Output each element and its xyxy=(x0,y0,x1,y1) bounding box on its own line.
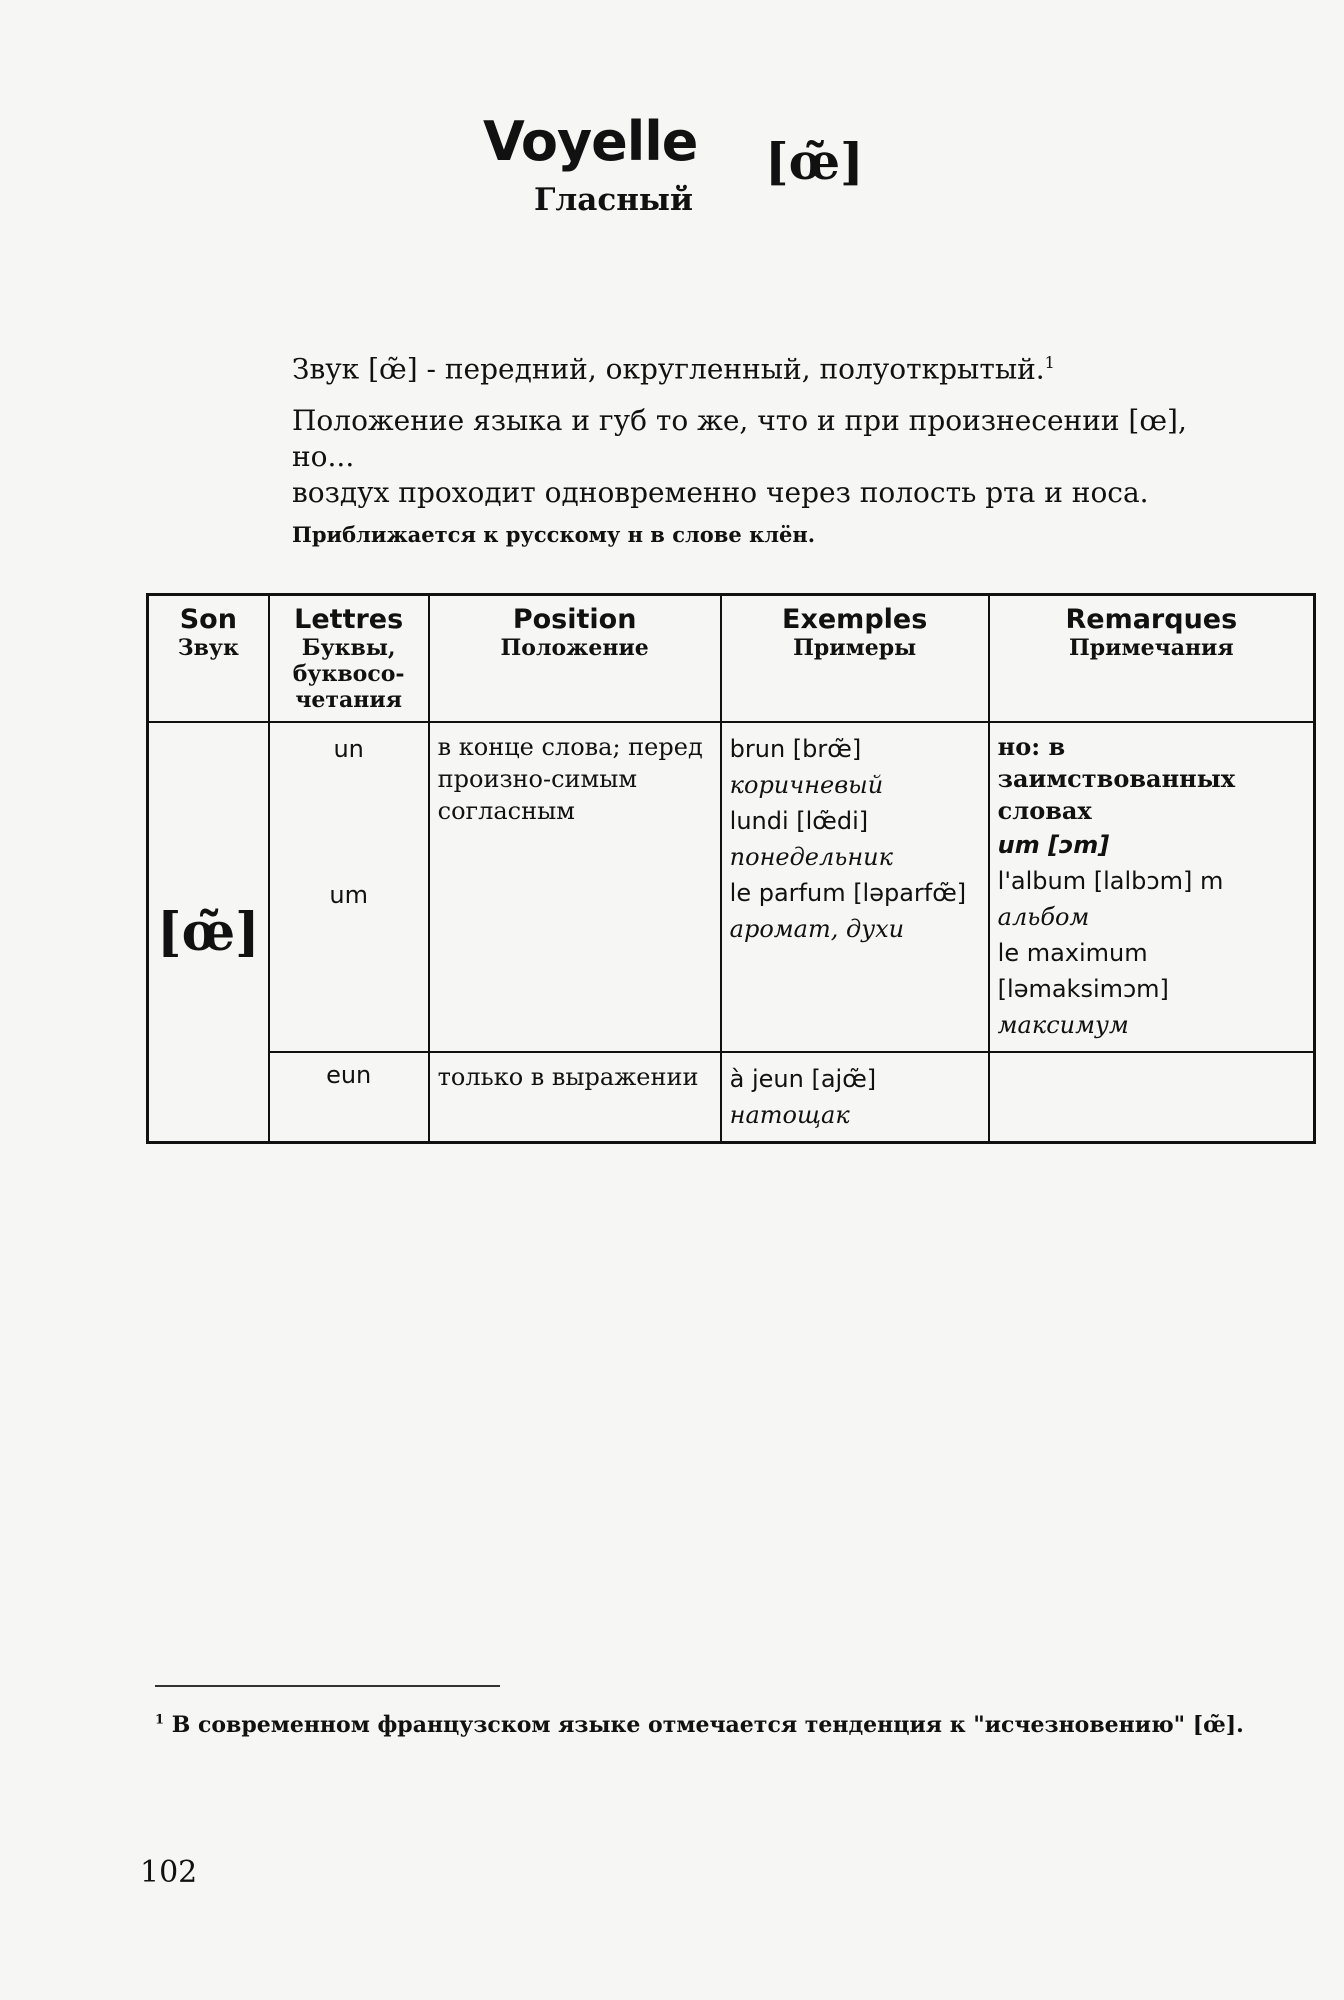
header-position: Position Положение xyxy=(429,595,721,723)
example-line: коричневый xyxy=(729,771,884,799)
example-line: понедельник xyxy=(729,843,893,871)
title-block xyxy=(0,110,1344,230)
intro-line-1: Звук [œ̃] - передний, округленный, полуоткрытый.$^1$ xyxy=(292,352,1055,386)
table-header-row xyxy=(148,595,1315,723)
remark-line: но: в заимствованных словах xyxy=(997,732,1236,825)
header-remarques: Remarques Примечания xyxy=(989,595,1315,723)
example-line: le parfum [ləparfœ̃] xyxy=(729,879,967,907)
remarks-cell-empty xyxy=(989,1052,1315,1143)
page-number: 102 xyxy=(140,1855,198,1890)
footnote-divider xyxy=(155,1685,500,1687)
intro-line-5: Приближается к русскому н в слове клён. xyxy=(292,522,816,548)
letters-um: um xyxy=(329,881,368,909)
letters-eun: eun xyxy=(269,1052,429,1143)
sound-table xyxy=(146,593,1316,1144)
sound-cell: [œ̃] xyxy=(148,722,269,1143)
remark-line: l'album [lalbɔm] m xyxy=(997,867,1224,895)
header-exemples: Exemples Примеры xyxy=(721,595,989,723)
intro-line-2: Положение языка и губ то же, что и при произнесении [œ], xyxy=(292,404,1187,438)
page-subtitle: Гласный xyxy=(534,182,693,218)
letters-cell xyxy=(269,722,429,1052)
position-cell: только в выражении xyxy=(429,1052,721,1143)
position-cell: в конце слова; перед произно-симым согласным xyxy=(429,722,721,1052)
remarks-cell xyxy=(989,722,1315,1052)
header-lettres: Lettres Буквы, буквосо-четания xyxy=(269,595,429,723)
remark-line: um [ɔm] xyxy=(997,831,1110,859)
example-line: lundi [lœ̃di] xyxy=(729,807,869,835)
intro-text xyxy=(292,345,1292,553)
title-sound-symbol: [œ̃] xyxy=(765,132,864,191)
remark-line: le maximum [ləmaksimɔm] xyxy=(997,939,1169,1003)
page-title: Voyelle xyxy=(483,110,698,173)
remark-line: альбом xyxy=(997,903,1090,931)
letters-un: un xyxy=(333,735,364,763)
footnote: $^1$ В современном французском языке отмечается тенденция к "исчезновению" [œ̃]. xyxy=(155,1712,1244,1738)
intro-line-3: но... xyxy=(292,440,355,474)
example-line: brun [brœ̃] xyxy=(729,735,862,763)
example-line: à jeun [ajœ̃] xyxy=(729,1065,877,1093)
remark-line: максимум xyxy=(997,1011,1129,1039)
example-line: аромат, духи xyxy=(729,915,905,943)
examples-cell xyxy=(721,722,989,1052)
intro-line-4: воздух проходит одновременно через полость рта и носа. xyxy=(292,476,1149,510)
table-row xyxy=(148,1052,1315,1143)
header-son: Son Звук xyxy=(148,595,269,723)
table-row xyxy=(148,722,1315,1052)
example-line: натощак xyxy=(729,1101,850,1129)
examples-cell xyxy=(721,1052,989,1143)
